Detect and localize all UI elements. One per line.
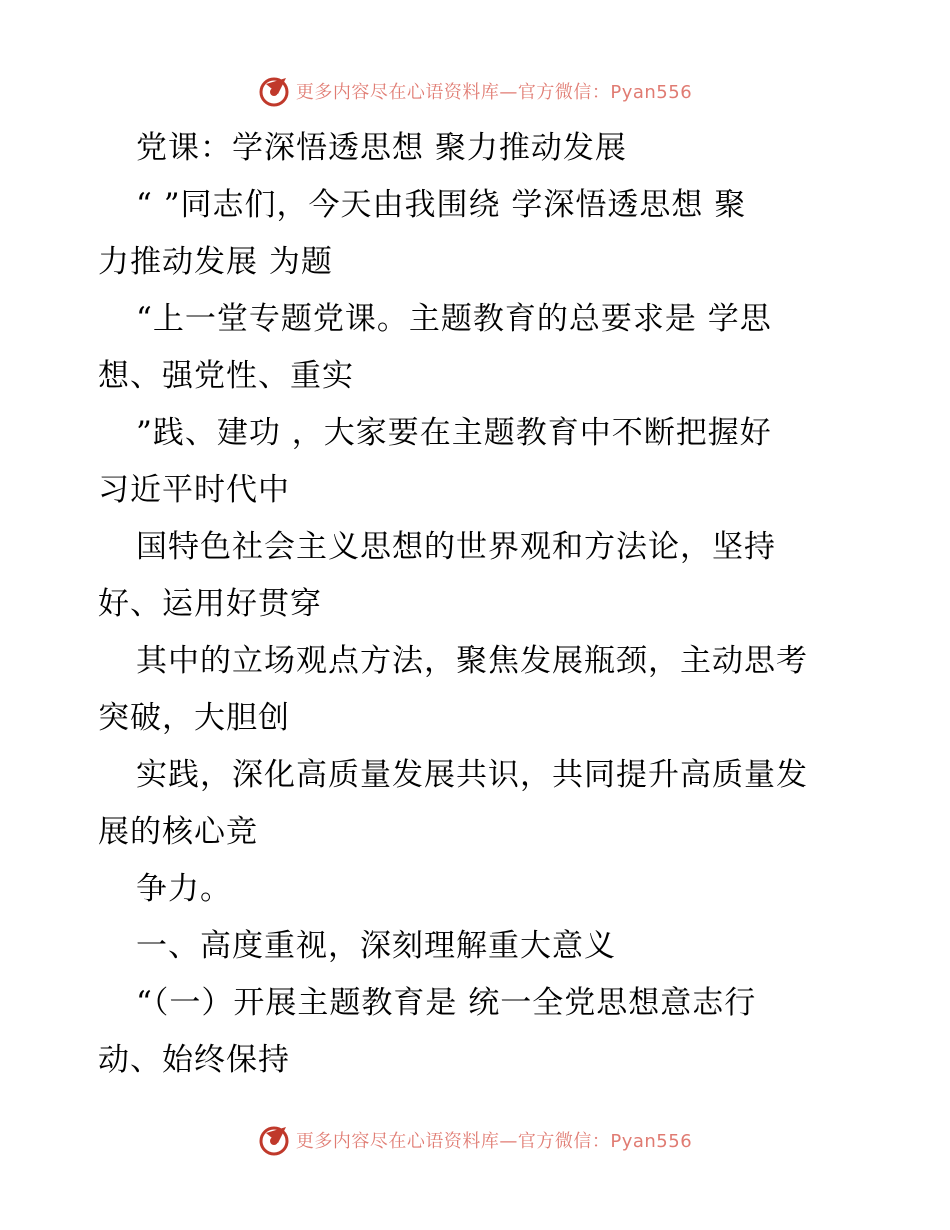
text-line: 动、始终保持 bbox=[98, 1042, 290, 1078]
text-line: 争力。 bbox=[136, 871, 232, 907]
footer-watermark bbox=[0, 1120, 950, 1160]
text-line: “上一堂专题党课。主题教育的总要求是 学思 bbox=[136, 301, 772, 337]
text-line: 国特色社会主义思想的世界观和方法论，坚持 bbox=[136, 529, 776, 565]
watermark-text: 更多内容尽在心语资料库—官方微信：Pyan556 bbox=[295, 1131, 693, 1152]
text-line: 力推动发展 为题 bbox=[98, 244, 333, 280]
logo-icon bbox=[258, 74, 292, 108]
header-watermark bbox=[0, 71, 950, 111]
text-line: 突破，大胆创 bbox=[98, 700, 290, 736]
text-line: “（一）开展主题教育是 统一全党思想意志行 bbox=[136, 985, 757, 1021]
text-line: 实践，深化高质量发展共识，共同提升高质量发 bbox=[136, 757, 808, 793]
text-line: ”践、建功 ，大家要在主题教育中不断把握好 bbox=[136, 415, 772, 451]
text-line: 好、运用好贯穿 bbox=[98, 586, 322, 622]
text-line: 其中的立场观点方法，聚焦发展瓶颈，主动思考 bbox=[136, 643, 808, 679]
text-line: 一、高度重视，深刻理解重大意义 bbox=[136, 928, 616, 964]
text-line: 党课：学深悟透思想 聚力推动发展 bbox=[136, 130, 627, 166]
document-body bbox=[98, 120, 858, 1089]
watermark-text: 更多内容尽在心语资料库—官方微信：Pyan556 bbox=[295, 82, 693, 103]
text-line: 习近平时代中 bbox=[98, 472, 290, 508]
text-line: 想、强党性、重实 bbox=[98, 358, 354, 394]
text-line: 展的核心竞 bbox=[98, 814, 258, 850]
logo-icon bbox=[258, 1123, 292, 1157]
text-line: “ ”同志们，今天由我围绕 学深悟透思想 聚 bbox=[136, 187, 747, 223]
